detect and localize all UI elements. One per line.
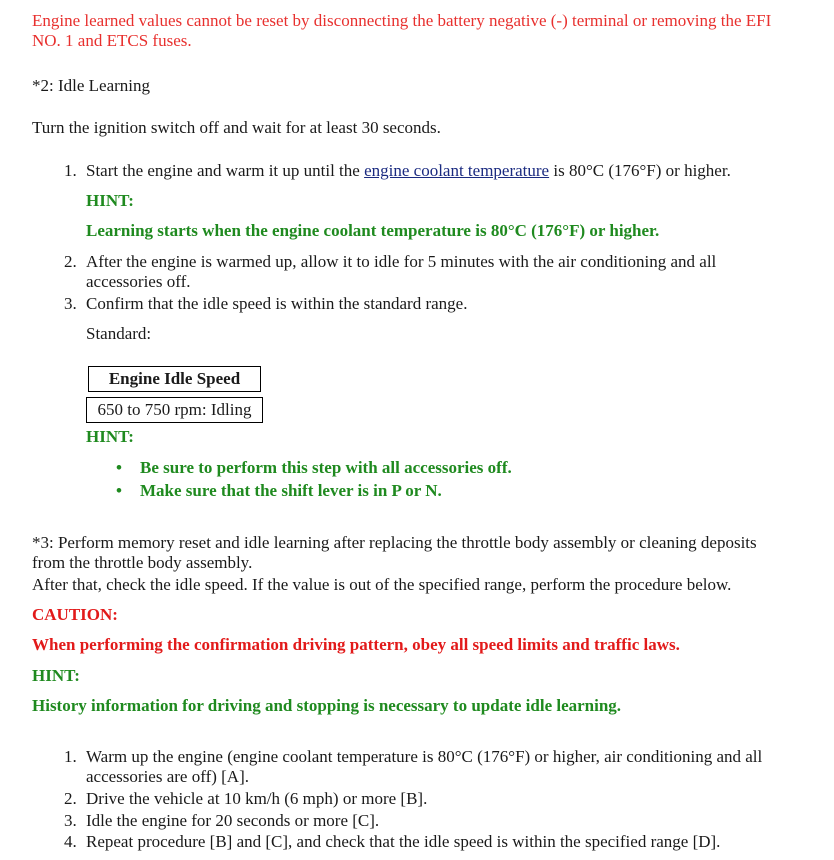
bullet-icon: • <box>116 458 122 477</box>
step-number: 4. <box>64 832 77 851</box>
step-number: 2. <box>64 789 77 808</box>
section2-title: *2: Idle Learning <box>32 76 151 95</box>
table-header: Engine Idle Speed <box>88 366 261 392</box>
engine-coolant-temperature-link[interactable]: engine coolant temperature <box>364 161 550 180</box>
standard-label: Standard: <box>86 324 152 343</box>
step-number: 1. <box>64 747 77 766</box>
note-top: Engine learned values cannot be reset by disconnecting the battery negative (-) terminal or removing the EFI NO. 1 and ETCS fuses. <box>32 11 772 50</box>
list-item: Warm up the engine (engine coolant temperature is 80°C (176°F) or higher, air conditioning and all accessories are off) [A]. <box>86 747 763 786</box>
hint-bullet-item: Be sure to perform this step with all accessories off. <box>140 458 512 477</box>
hint-label: HINT: <box>32 666 80 685</box>
hint-bullet-item: Make sure that the shift lever is in P or N. <box>140 481 442 500</box>
table-cell: 650 to 750 rpm: Idling <box>86 397 263 423</box>
hint-text: Learning starts when the engine coolant temperature is 80°C (176°F) or higher. <box>86 221 660 240</box>
list-item: Repeat procedure [B] and [C], and check that the idle speed is within the specified range [D]. <box>86 832 721 851</box>
step-text-post: is 80°C (176°F) or higher. <box>549 161 731 180</box>
step-text-pre: Start the engine and warm it up until the <box>86 161 365 180</box>
list-item: Drive the vehicle at 10 km/h (6 mph) or more [B]. <box>86 789 428 808</box>
list-item: Idle the engine for 20 seconds or more [C]. <box>86 811 380 830</box>
caution-text: When performing the confirmation driving pattern, obey all speed limits and traffic laws. <box>32 635 680 654</box>
step-number: 2. <box>64 252 77 271</box>
bullet-icon: • <box>116 481 122 500</box>
list-item: Confirm that the idle speed is within the standard range. <box>86 294 468 313</box>
hint-text: History information for driving and stopping is necessary to update idle learning. <box>32 696 622 715</box>
step-number: 3. <box>64 811 77 830</box>
list-item <box>86 161 806 181</box>
section3-paragraph: *3: Perform memory reset and idle learning after replacing the throttle body assembly or cleaning deposits from the throttle body assembly. <box>32 533 757 572</box>
step-number: 1. <box>64 161 77 180</box>
hint-label: HINT: <box>86 427 134 446</box>
hint-label: HINT: <box>86 191 134 210</box>
caution-label: CAUTION: <box>32 605 118 624</box>
step-number: 3. <box>64 294 77 313</box>
list-item: After the engine is warmed up, allow it to idle for 5 minutes with the air conditioning and all accessories off. <box>86 252 717 291</box>
section3-paragraph: After that, check the idle speed. If the value is out of the specified range, perform the procedure below. <box>32 575 732 594</box>
section2-intro: Turn the ignition switch off and wait for at least 30 seconds. <box>32 118 441 137</box>
